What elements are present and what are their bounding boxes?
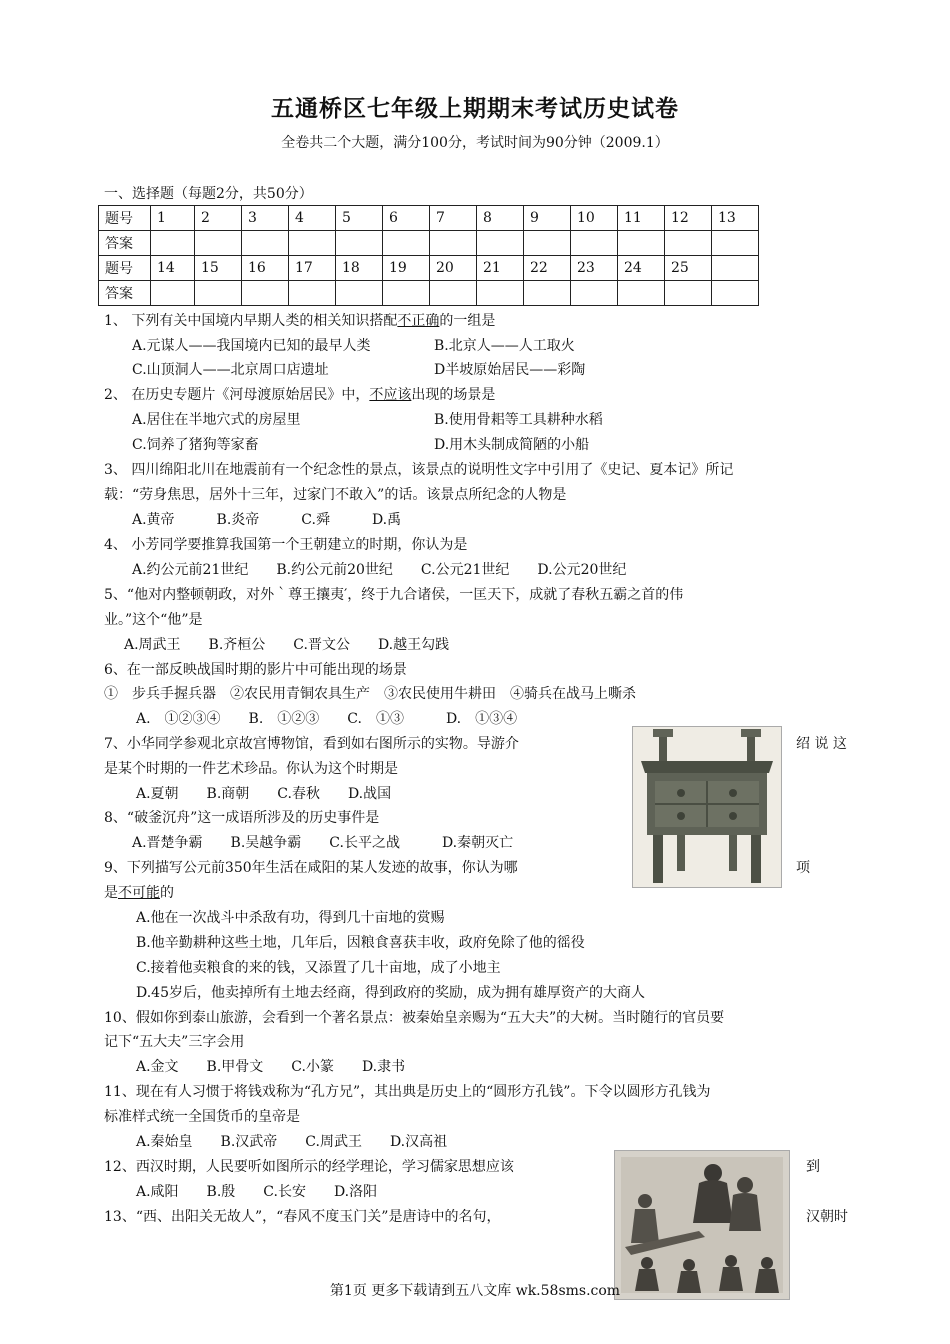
answer-cell[interactable]	[524, 281, 571, 306]
answer-cell[interactable]	[289, 231, 336, 256]
question-4: 4、 小芳同学要推算我国第一个王朝建立的时期，你认为是	[104, 537, 468, 553]
option: B.使用骨耜等工具耕种水稻	[434, 412, 603, 428]
table-row	[99, 281, 759, 306]
table-row	[99, 256, 759, 281]
option: D半坡原始居民——彩陶	[434, 362, 586, 378]
answer-cell[interactable]	[571, 231, 618, 256]
answer-cell[interactable]	[242, 281, 289, 306]
table-cell	[712, 256, 759, 281]
options: A.周武王 B.齐桓公 C.晋文公 D.越王勾践	[124, 637, 450, 653]
table-cell: 答案	[99, 281, 151, 306]
option: A.居住在半地穴式的房屋里	[132, 412, 301, 428]
table-row	[99, 206, 759, 231]
options: A. ①②③④ B. ①②③ C. ①③ D. ①③④	[136, 711, 518, 727]
emphasis: 不可能	[118, 885, 160, 901]
page-subtitle: 全卷共二个大题，满分100分，考试时间为90分钟（2009.1）	[281, 135, 669, 151]
section-heading: 一、选择题（每题2分，共50分）	[104, 186, 313, 202]
question-2: 2、 在历史专题片《河母渡原始居民》中，不应该出现的场景是	[104, 387, 496, 403]
table-cell: 17	[289, 256, 336, 281]
answer-cell[interactable]	[430, 231, 477, 256]
table-cell: 11	[618, 206, 665, 231]
question-7-right: 绍 说 这	[796, 736, 847, 752]
question-5-cont: 业。”这个“他”是	[104, 612, 203, 628]
page-footer: 第1页 更多下载请到五八文库 wk.58sms.com	[329, 1283, 621, 1299]
answer-cell[interactable]	[477, 281, 524, 306]
question-7: 7、小华同学参观北京故宫博物馆，看到如右图所示的实物。导游介	[104, 736, 519, 752]
question-8: 8、“破釜沉舟”这一成语所涉及的历史事件是	[104, 810, 380, 826]
answer-cell[interactable]	[618, 281, 665, 306]
option: D.45岁后，他卖掉所有土地去经商，得到政府的奖励，成为拥有雄厚资产的大商人	[136, 985, 645, 1001]
bronze-ding-icon	[633, 727, 781, 887]
answer-cell[interactable]	[430, 281, 477, 306]
options: A.晋楚争霸 B.吴越争霸 C.长平之战 D.秦朝灭亡	[132, 835, 514, 851]
answer-cell[interactable]	[289, 281, 336, 306]
question-13-right: 汉朝时	[806, 1209, 848, 1225]
answer-cell[interactable]	[383, 281, 430, 306]
table-row	[99, 231, 759, 256]
table-cell: 6	[383, 206, 430, 231]
option: C.饲养了猪狗等家畜	[132, 437, 259, 453]
table-cell: 25	[665, 256, 712, 281]
stone-relief-icon	[615, 1151, 789, 1299]
bronze-ding-image	[632, 726, 782, 888]
option: A.元谋人——我国境内已知的最早人类	[132, 338, 371, 354]
question-3-cont: 载：“劳身焦思，居外十三年，过家门不敢入”的话。该景点所纪念的人物是	[104, 487, 567, 503]
answer-cell[interactable]	[571, 281, 618, 306]
question-11-cont: 标准样式统一全国货币的皇帝是	[104, 1109, 300, 1125]
table-cell: 20	[430, 256, 477, 281]
answer-cell[interactable]	[524, 231, 571, 256]
table-cell: 2	[195, 206, 242, 231]
answer-cell[interactable]	[195, 281, 242, 306]
answer-cell[interactable]	[242, 231, 289, 256]
answer-cell[interactable]	[665, 231, 712, 256]
question-7-cont: 是某个时期的一件艺术珍品。你认为这个时期是	[104, 761, 398, 777]
question-10-cont: 记下“五大夫”三字会用	[104, 1034, 245, 1050]
options: A.夏朝 B.商朝 C.春秋 D.战国	[136, 786, 392, 802]
options: A.约公元前21世纪 B.约公元前20世纪 C.公元21世纪 D.公元20世纪	[132, 562, 627, 578]
options: A.咸阳 B.殷 C.长安 D.洛阳	[136, 1184, 378, 1200]
answer-cell[interactable]	[665, 281, 712, 306]
confucian-lecture-image	[614, 1150, 790, 1300]
table-cell: 1	[151, 206, 195, 231]
question-6: 6、在一部反映战国时期的影片中可能出现的场景	[104, 662, 407, 678]
table-cell: 19	[383, 256, 430, 281]
answer-cell[interactable]	[477, 231, 524, 256]
table-cell: 3	[242, 206, 289, 231]
table-cell: 题号	[99, 206, 151, 231]
option: C.接着他卖粮食的来的钱，又添置了几十亩地，成了小地主	[136, 960, 501, 976]
answer-cell[interactable]	[195, 231, 242, 256]
table-cell: 21	[477, 256, 524, 281]
table-cell: 5	[336, 206, 383, 231]
table-cell: 7	[430, 206, 477, 231]
answer-cell[interactable]	[151, 231, 195, 256]
table-cell: 4	[289, 206, 336, 231]
question-1: 1、 下列有关中国境内早期人类的相关知识搭配不正确的一组是	[104, 313, 496, 329]
question-12-right: 到	[806, 1159, 820, 1175]
answer-cell[interactable]	[336, 281, 383, 306]
question-5: 5、“他对内整顿朝政，对外｀尊王攘夷′，终于九合诸侯，一匡天下，成就了春秋五霸之首的伟	[104, 587, 684, 603]
option: C.山顶洞人——北京周口店遗址	[132, 362, 329, 378]
table-cell: 13	[712, 206, 759, 231]
option: D.用木头制成简陋的小船	[434, 437, 590, 453]
answer-cell[interactable]	[151, 281, 195, 306]
table-cell: 14	[151, 256, 195, 281]
question-3: 3、 四川绵阳北川在地震前有一个纪念性的景点，该景点的说明性文字中引用了《史记、夏本记》所记	[104, 462, 734, 478]
page-title: 五通桥区七年级上期期末考试历史试卷	[271, 95, 679, 122]
table-cell: 18	[336, 256, 383, 281]
options: A.金文 B.甲骨文 C.小篆 D.隶书	[136, 1059, 406, 1075]
table-cell: 10	[571, 206, 618, 231]
table-cell: 题号	[99, 256, 151, 281]
answer-cell[interactable]	[712, 281, 759, 306]
emphasis: 不正确	[397, 313, 440, 329]
option: A.他在一次战斗中杀敌有功，得到几十亩地的赏赐	[136, 910, 445, 926]
table-cell: 答案	[99, 231, 151, 256]
options: A.秦始皇 B.汉武帝 C.周武王 D.汉高祖	[136, 1134, 448, 1150]
table-cell: 12	[665, 206, 712, 231]
answer-cell[interactable]	[383, 231, 430, 256]
question-12: 12、西汉时期，人民要听如图所示的经学理论，学习儒家思想应该	[104, 1159, 514, 1175]
options: A.黄帝 B.炎帝 C.舜 D.禹	[132, 512, 402, 528]
option: B.北京人——人工取火	[434, 338, 575, 354]
table-cell: 9	[524, 206, 571, 231]
question-13: 13、“西、出阳关无故人”，“春风不度玉门关”是唐诗中的名句，	[104, 1209, 501, 1225]
question-9-cont: 是不可能的	[104, 885, 174, 901]
question-10: 10、假如你到泰山旅游，会看到一个著名景点：被秦始皇亲赐为“五大夫”的大树。当时随行的官员要	[104, 1010, 725, 1026]
question-9: 9、下列描写公元前350年生活在咸阳的某人发迹的故事，你认为哪	[104, 860, 518, 876]
table-cell: 23	[571, 256, 618, 281]
answer-cell[interactable]	[618, 231, 665, 256]
answer-table	[98, 205, 759, 306]
table-cell: 22	[524, 256, 571, 281]
table-cell: 16	[242, 256, 289, 281]
table-cell: 8	[477, 206, 524, 231]
answer-cell[interactable]	[336, 231, 383, 256]
question-6-items: ① 步兵手握兵器 ②农民用青铜农具生产 ③农民使用牛耕田 ④骑兵在战马上嘶杀	[104, 686, 636, 702]
question-11: 11、现在有人习惯于将钱戏称为“孔方兄”，其出典是历史上的“圆形方孔钱”。下令以圆形方孔钱为	[104, 1084, 711, 1100]
question-9-right: 项	[796, 860, 810, 876]
table-cell: 24	[618, 256, 665, 281]
option: B.他辛勤耕种这些土地，几年后，因粮食喜获丰收，政府免除了他的徭役	[136, 935, 585, 951]
table-cell: 15	[195, 256, 242, 281]
answer-cell[interactable]	[712, 231, 759, 256]
emphasis: 不应该	[369, 387, 412, 403]
